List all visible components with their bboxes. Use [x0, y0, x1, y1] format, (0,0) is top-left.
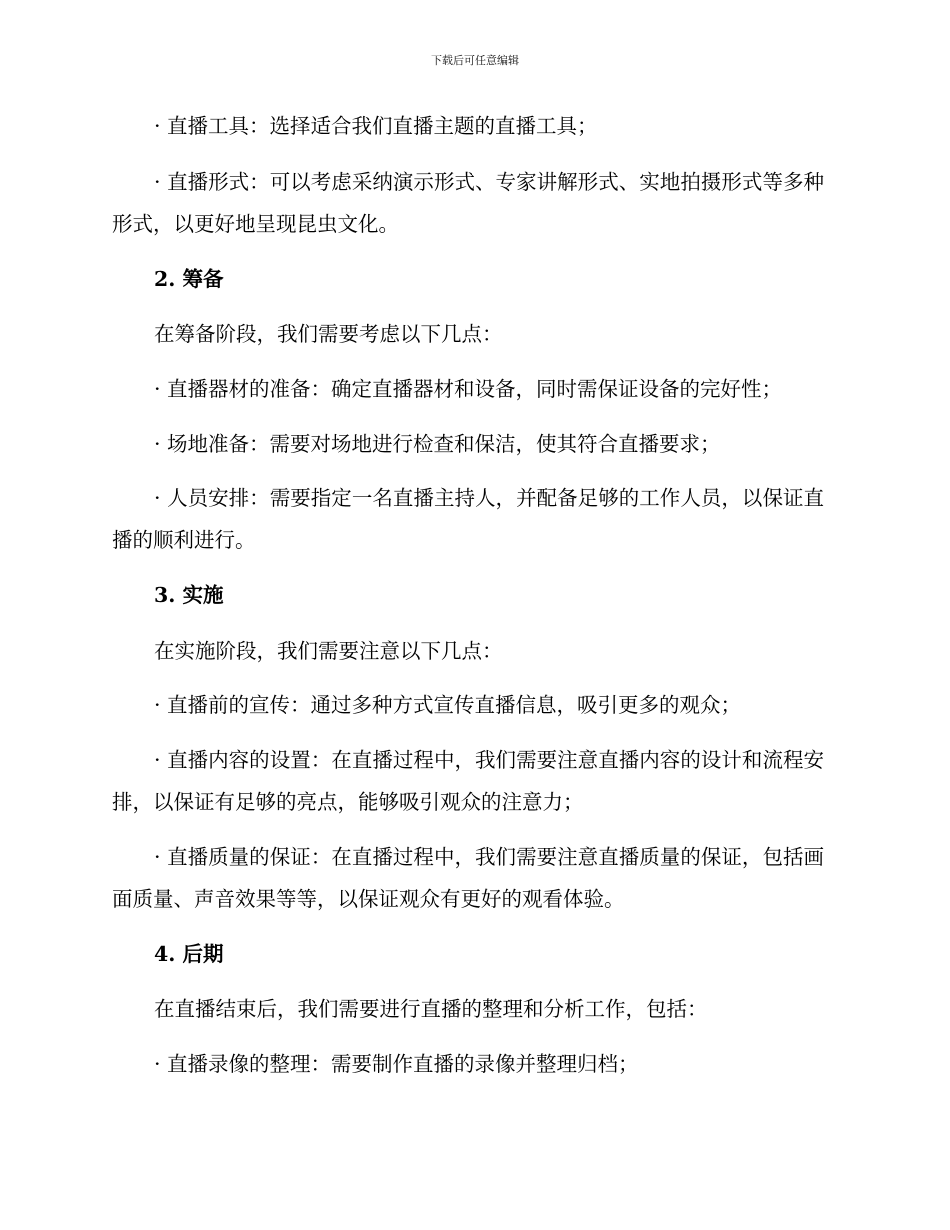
bullet-quality-assurance: · 直播质量的保证：在直播过程中，我们需要注意直播质量的保证，包括画面质量、声音效果等等，以保证观众有更好的观看体验。	[112, 845, 824, 911]
bullet-live-tools: · 直播工具：选择适合我们直播主题的直播工具；	[154, 114, 598, 138]
bullet-promotion: · 直播前的宣传：通过多种方式宣传直播信息，吸引更多的观众；	[154, 693, 742, 717]
paragraph-implementation-intro: 在实施阶段，我们需要注意以下几点：	[154, 639, 503, 663]
bullet-live-format: · 直播形式：可以考虑采纳演示形式、专家讲解形式、实地拍摄形式等多种形式，以更好地呈现昆虫文化。	[112, 170, 824, 236]
bullet-venue: · 场地准备：需要对场地进行检查和保洁，使其符合直播要求；	[154, 432, 721, 456]
paragraph-post-intro: 在直播结束后，我们需要进行直播的整理和分析工作，包括：	[154, 997, 708, 1021]
bullet-recording-archive: · 直播录像的整理：需要制作直播的录像并整理归档；	[154, 1052, 639, 1076]
section-heading-post: 4. 后期	[154, 942, 224, 966]
paragraph-preparation-intro: 在筹备阶段，我们需要考虑以下几点：	[154, 322, 503, 346]
bullet-content-setup: · 直播内容的设置：在直播过程中，我们需要注意直播内容的设计和流程安排，以保证有足够的亮点，能够吸引观众的注意力；	[112, 748, 824, 814]
section-heading-preparation: 2. 筹备	[154, 267, 224, 291]
section-heading-implementation: 3. 实施	[154, 583, 224, 607]
bullet-staffing: · 人员安排：需要指定一名直播主持人，并配备足够的工作人员，以保证直播的顺利进行。	[112, 486, 824, 552]
bullet-equipment: · 直播器材的准备：确定直播器材和设备，同时需保证设备的完好性；	[154, 377, 783, 401]
page-header: 下载后可任意编辑	[431, 54, 519, 67]
